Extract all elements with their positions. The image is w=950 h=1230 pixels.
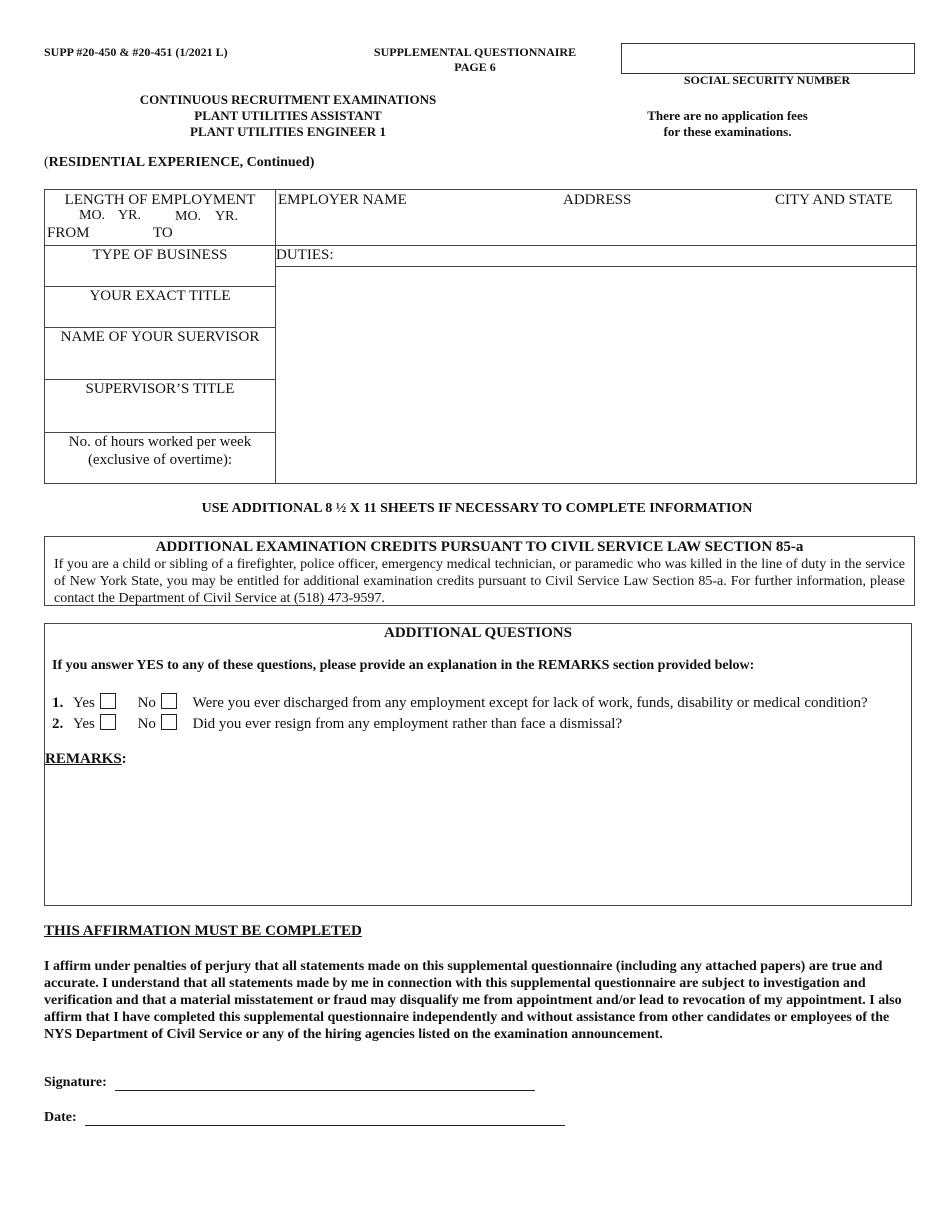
to-year-label: YR.	[215, 209, 238, 224]
ssn-input[interactable]	[621, 43, 915, 74]
from-month-label: MO.	[79, 208, 106, 223]
table-divider	[275, 190, 276, 483]
exact-title-label: YOUR EXACT TITLE	[89, 288, 231, 304]
to-month-label: MO.	[175, 209, 202, 224]
supervisor-title-label: SUPERVISOR’S TITLE	[85, 381, 235, 397]
question-number: 2.	[52, 716, 64, 732]
affirmation-heading: THIS AFFIRMATION MUST BE COMPLETED	[44, 923, 362, 939]
question-number: 1.	[52, 695, 64, 711]
credits-body: If you are a child or sibling of a firefighter, police officer, emergency medical technician, or paramedic who was killed in the line of duty in the service of New York State, you may be entitled for additional examination credits pursuant to Civil Service Law Section 85-a. For further information, please contact the Department of Civil Service at (518) 473-9597.	[54, 557, 905, 606]
ssn-label: SOCIAL SECURITY NUMBER	[683, 73, 851, 87]
fee-line-2: for these examinations.	[663, 124, 792, 139]
address-label: ADDRESS	[563, 192, 632, 208]
date-label: Date:	[44, 1110, 77, 1125]
signature-line[interactable]	[115, 1076, 535, 1091]
question-text: Were you ever discharged from any employment except for lack of work, funds, disability or medical condition?	[192, 695, 868, 711]
type-of-business-label: TYPE OF BUSINESS	[92, 247, 228, 263]
signature-label: Signature:	[44, 1075, 107, 1090]
form-id: SUPP #20-450 & #20-451 (1/2021 L)	[44, 45, 228, 59]
exam-titles	[110, 92, 466, 140]
section-title	[44, 155, 314, 171]
duties-label: DUTIES:	[276, 247, 334, 263]
from-year-label: YR.	[118, 208, 141, 223]
credits-title: ADDITIONAL EXAMINATION CREDITS PURSUANT TO CIVIL SERVICE LAW SECTION 85-a	[155, 539, 804, 555]
exam-line-2: PLANT UTILITIES ASSISTANT	[194, 108, 382, 123]
document-title-text: SUPPLEMENTAL QUESTIONNAIRE	[373, 45, 577, 59]
date-row	[44, 1110, 565, 1126]
no-label: No	[137, 716, 156, 732]
remarks-label-text: REMARKS	[45, 751, 122, 767]
page-number: PAGE 6	[454, 60, 496, 74]
questions-title: ADDITIONAL QUESTIONS	[384, 625, 572, 641]
employment-table	[44, 189, 917, 484]
document-title	[350, 45, 600, 75]
hours-label	[45, 433, 275, 469]
city-state-label: CITY AND STATE	[775, 192, 893, 208]
credits-box	[44, 536, 915, 606]
affirmation-body: I affirm under penalties of perjury that all statements made on this supplemental questionnaire (including any attached papers) are true and accurate. I understand that all statements made by me in connection with this supplemental questionnaire are subject to investigation and verification and that a material misstatement or fraud may disqualify me from appointment and/or lead to revocation of my appointment. I also affirm that I have completed this supplemental questionnaire independently and without assistance from other candidates or employees of the NYS Department of Civil Service or any of the hiring agencies listed on the examination announcement.	[44, 959, 902, 1042]
question-text: Did you ever resign from any employment rather than face a dismissal?	[192, 716, 623, 732]
from-label: FROM	[47, 225, 90, 241]
q2-no-checkbox[interactable]	[161, 714, 177, 730]
signature-row	[44, 1075, 535, 1091]
fee-notice	[610, 108, 845, 140]
date-line[interactable]	[85, 1111, 565, 1126]
fee-line-1: There are no application fees	[647, 108, 808, 123]
table-rule	[275, 266, 916, 267]
q2-yes-checkbox[interactable]	[100, 714, 116, 730]
exam-line-3: PLANT UTILITIES ENGINEER 1	[190, 124, 386, 139]
yes-label: Yes	[73, 716, 95, 732]
hours-label-line-2: (exclusive of overtime):	[87, 452, 233, 468]
supervisor-name-label: NAME OF YOUR SUERVISOR	[60, 329, 260, 345]
q1-yes-checkbox[interactable]	[100, 693, 116, 709]
questions-instruction: If you answer YES to any of these questions, please provide an explanation in the REMARKS section provided below:	[52, 658, 755, 673]
length-of-employment-label: LENGTH OF EMPLOYMENT	[64, 192, 256, 208]
to-label: TO	[153, 225, 173, 241]
no-label: No	[137, 695, 156, 711]
question-row	[52, 693, 868, 712]
remarks-label	[45, 751, 127, 768]
employer-name-label: EMPLOYER NAME	[278, 192, 407, 208]
remarks-colon: :	[121, 751, 127, 767]
additional-sheets-note: USE ADDITIONAL 8 ½ X 11 SHEETS IF NECESSARY TO COMPLETE INFORMATION	[201, 501, 753, 516]
section-title-text: RESIDENTIAL EXPERIENCE, Continued)	[48, 155, 315, 170]
hours-label-line-1: No. of hours worked per week	[68, 434, 252, 450]
yes-label: Yes	[73, 695, 95, 711]
section-title-paren: (	[44, 155, 49, 170]
exam-line-1: CONTINUOUS RECRUITMENT EXAMINATIONS	[139, 92, 437, 107]
q1-no-checkbox[interactable]	[161, 693, 177, 709]
question-row	[52, 714, 622, 733]
remarks-area[interactable]	[50, 772, 905, 900]
